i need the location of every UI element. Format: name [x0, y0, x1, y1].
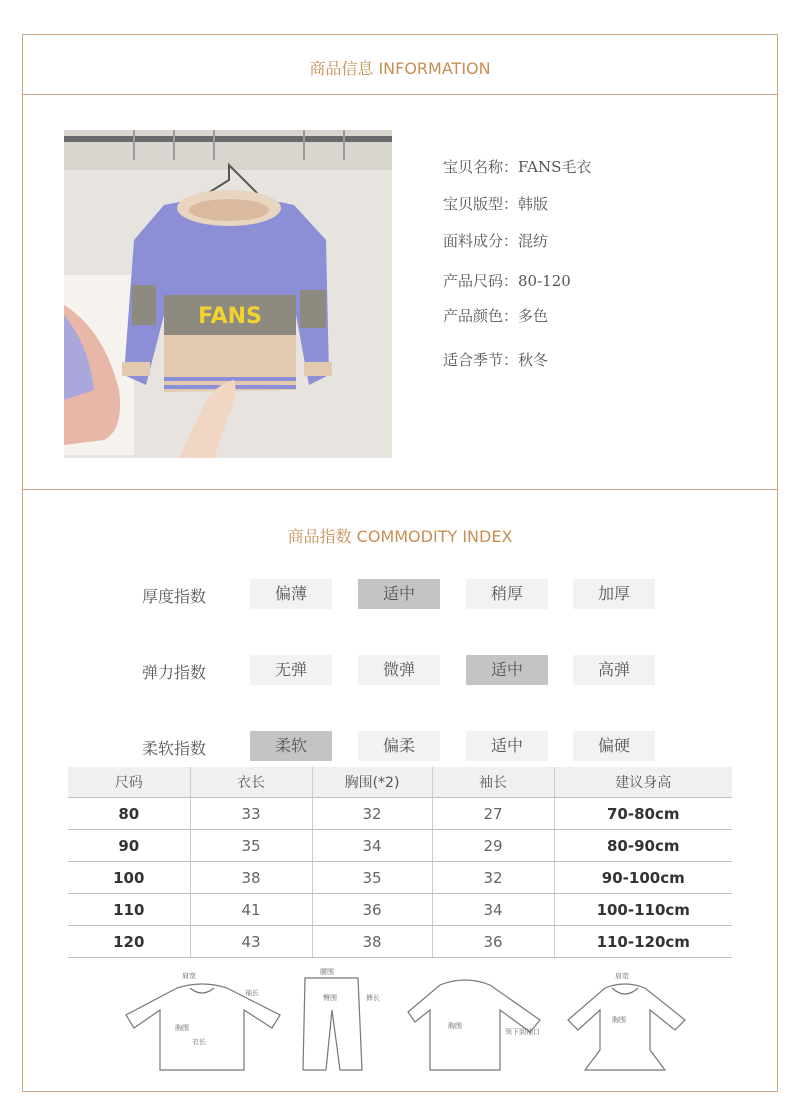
shirt-diagram	[126, 971, 280, 1070]
dress-chest-label: 胸围	[612, 1016, 626, 1024]
cell: 35	[190, 830, 312, 862]
info-row-material: 面料成分：混纺	[443, 232, 549, 250]
cell: 32	[312, 798, 432, 830]
table-row	[68, 798, 732, 830]
cell: 90	[68, 830, 190, 862]
cell: 90-100cm	[554, 862, 732, 894]
cell: 29	[432, 830, 554, 862]
col-size: 尺码	[68, 767, 190, 798]
product-photo	[64, 130, 392, 458]
col-height: 建议身高	[554, 767, 732, 798]
table-row	[68, 830, 732, 862]
elasticity-option-medium: 适中	[466, 655, 548, 685]
shoulder-label: 肩宽	[182, 972, 196, 980]
thickness-option-slightly-thick: 稍厚	[466, 579, 548, 609]
table-row	[68, 862, 732, 894]
cell: 80	[68, 798, 190, 830]
waist-label: 腰围	[320, 968, 334, 976]
elasticity-option-none: 无弹	[250, 655, 332, 685]
cell: 120	[68, 926, 190, 958]
info-row-style: 宝贝版型：韩版	[443, 195, 549, 213]
size-table	[68, 767, 732, 958]
raglan-chest-label: 胸围	[448, 1022, 462, 1030]
cell: 43	[190, 926, 312, 958]
length-label: 衣长	[192, 1038, 206, 1046]
info-row-color: 产品颜色：多色	[443, 307, 549, 325]
cell: 70-80cm	[554, 798, 732, 830]
cell: 100-110cm	[554, 894, 732, 926]
info-row-name: 宝贝名称：FANS毛衣	[443, 158, 592, 176]
chest-label: 胸围	[175, 1024, 189, 1032]
thickness-index-label: 厚度指数	[142, 587, 207, 606]
measurement-diagrams	[120, 960, 700, 1080]
col-sleeve: 袖长	[432, 767, 554, 798]
size-table-header	[68, 767, 732, 798]
cell: 36	[312, 894, 432, 926]
pants-diagram	[303, 967, 380, 1070]
cell: 41	[190, 894, 312, 926]
pants-length-label: 裤长	[366, 994, 380, 1002]
col-chest: 胸围(*2)	[312, 767, 432, 798]
info-row-size: 产品尺码：80-120	[443, 272, 571, 290]
cell: 80-90cm	[554, 830, 732, 862]
cell: 110-120cm	[554, 926, 732, 958]
section-divider	[22, 489, 778, 490]
dress-shoulder-label: 肩宽	[615, 972, 629, 980]
cell: 27	[432, 798, 554, 830]
sleeve-label: 袖长	[245, 989, 259, 997]
info-title-divider	[22, 94, 778, 95]
cell: 34	[432, 894, 554, 926]
sweater-print-text: FANS	[198, 304, 262, 329]
info-section-title: 商品信息 INFORMATION	[309, 59, 491, 78]
softness-option-soft: 柔软	[250, 731, 332, 761]
elasticity-option-slight: 微弹	[358, 655, 440, 685]
thickness-option-thin: 偏薄	[250, 579, 332, 609]
raglan-shirt-diagram	[408, 980, 540, 1070]
cell: 33	[190, 798, 312, 830]
info-row-season: 适合季节：秋冬	[443, 351, 549, 369]
index-section-title: 商品指数 COMMODITY INDEX	[287, 527, 513, 546]
dress-diagram	[568, 971, 685, 1070]
thickness-option-medium: 适中	[358, 579, 440, 609]
raglan-sleeve-label: 领下到袖口	[505, 1028, 540, 1036]
cell: 35	[312, 862, 432, 894]
table-row	[68, 894, 732, 926]
softness-option-slightly-soft: 偏柔	[358, 731, 440, 761]
elasticity-option-high: 高弹	[573, 655, 655, 685]
softness-option-medium: 适中	[466, 731, 548, 761]
hip-label: 臀围	[323, 994, 337, 1002]
thickness-option-thick: 加厚	[573, 579, 655, 609]
col-length: 衣长	[190, 767, 312, 798]
elasticity-index-label: 弹力指数	[142, 663, 207, 682]
cell: 32	[432, 862, 554, 894]
cell: 36	[432, 926, 554, 958]
cell: 38	[190, 862, 312, 894]
cell: 110	[68, 894, 190, 926]
softness-option-stiff: 偏硬	[573, 731, 655, 761]
cell: 38	[312, 926, 432, 958]
cell: 34	[312, 830, 432, 862]
cell: 100	[68, 862, 190, 894]
softness-index-label: 柔软指数	[142, 739, 207, 758]
table-row	[68, 926, 732, 958]
